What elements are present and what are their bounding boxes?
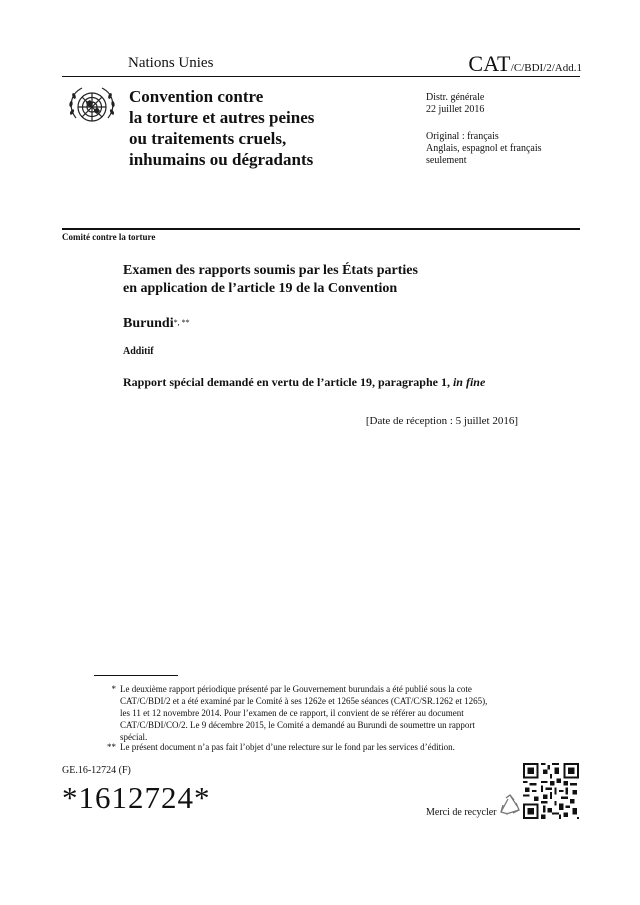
symbol-main: CAT [468,51,511,76]
distribution-date: 22 juillet 2016 [426,104,485,115]
footnote-line: CAT/C/BDI/2 et a été examiné par le Comité à ses 1262e et 1265e séances (CAT/C/SR.1262 et 1265), [120,696,488,706]
report-subtitle [123,375,485,390]
distribution: Distr. générale [426,92,485,103]
recycle-icon [496,792,524,820]
language-block [426,131,542,167]
addendum-label: Additif [123,346,154,357]
footnote-line: spécial. [120,732,148,742]
original-language: Original : français [426,131,499,142]
languages-line: seulement [426,155,467,166]
committee-name: Comité contre la torture [62,232,156,242]
un-emblem-icon [62,82,122,132]
recycle-label: Merci de recycler [426,807,497,818]
heading-line: Examen des rapports soumis par les États parties [123,263,418,278]
footnote-line: Le deuxième rapport périodique présenté par le Gouvernement burundais a été publié sous la cote [120,684,472,694]
languages-line: Anglais, espagnol et français [426,143,542,154]
footnote-line: les 11 et 12 novembre 2014. Pour l’examen de ce rapport, il convient de se référer au document [120,708,464,718]
title-line: ou traitements cruels, [129,129,287,148]
title-line: Convention contre [129,87,264,106]
qr-code-icon [523,763,579,819]
country-heading [123,316,190,332]
report-heading [123,262,418,298]
footnote-2 [107,741,520,753]
footnote-separator [94,675,178,676]
footnote-mark: ** [107,742,116,752]
footnote-mark: * [111,684,116,694]
distribution-block [426,92,484,116]
reception-date: [Date de réception : 5 juillet 2016] [365,415,518,427]
title-line: la torture et autres peines [129,108,315,127]
country-name: Burundi [123,316,174,331]
footnote-line: Le présent document n’a pas fait l’objet d’une relecture sur le fond par les services d’édition. [120,742,455,752]
footnote-line: CAT/C/BDI/CO/2. Le 9 décembre 2015, le Comité a demandé au Burundi de soumettre un rapport [120,720,475,730]
document-symbol [468,51,582,77]
symbol-suffix: /C/BDI/2/Add.1 [510,62,582,74]
un-organization: Nations Unies [128,55,214,71]
footnote-1 [111,683,520,743]
job-number: GE.16-12724 (F) [62,765,131,776]
header-rule-top [62,76,580,77]
document-barcode: *1612724* [62,780,211,815]
heading-line: en application de l’article 19 de la Convention [123,281,398,296]
subtitle-text: Rapport spécial demandé en vertu de l’article 19, paragraphe 1, [123,375,450,389]
subtitle-italic: in fine [452,375,486,389]
footnote-marks: *, ** [173,318,190,327]
convention-title [129,86,314,170]
header-rule-bottom [62,228,580,230]
title-line: inhumains ou dégradants [129,150,314,169]
